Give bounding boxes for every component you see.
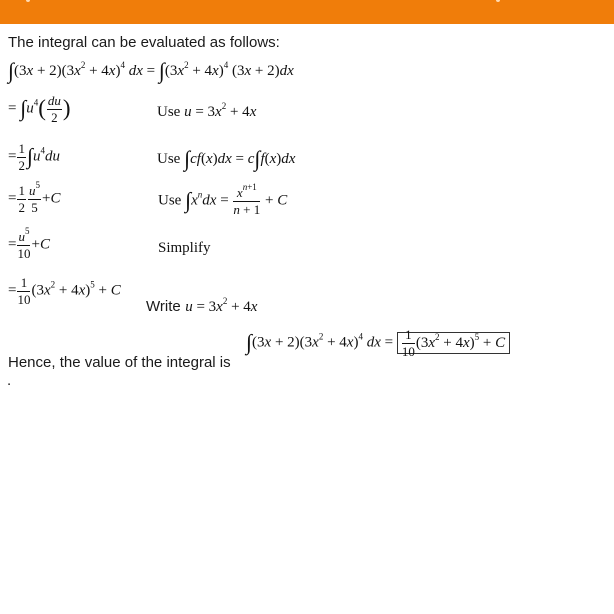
status-dot: [26, 0, 30, 2]
boxed-result: $\frac{1}{10}$ $(3x^2 + 4x)^5 + C$: [397, 332, 510, 354]
status-dot: [496, 0, 500, 2]
intro-text: The integral can be evaluated as follows:: [8, 34, 280, 51]
note-power-rule: Use $\int x^ndx$ = $\frac{x^{n+1}}{n + 1}$ + C: [158, 182, 288, 217]
trailing-period: .: [7, 372, 12, 389]
step-substitute: = $\int u^4$( $\frac{du}{2}$ ): [8, 93, 71, 125]
write-label: Write: [146, 298, 181, 315]
substitution-formula: $u = 3x^2 + 4x$: [185, 296, 258, 315]
step-constant: = $\frac{1}{2}$ $\int u^4du$: [8, 141, 60, 173]
final-answer: $\int(3x + 2)(3x^2 + 4x)^4$ dx = $\frac{1}{10}$ $(3x^2 + 4x)^5 + C$: [246, 328, 510, 358]
substitution-note: [146, 298, 257, 316]
step-simplify: = $\frac{u^5}{10}$ +C: [8, 226, 50, 261]
top-app-bar: [0, 0, 614, 24]
step-back-substitute: = $\frac{1}{10}$ $(3x^2 + 4x)^5 + C$: [8, 275, 121, 307]
conclusion-text: Hence, the value of the integral is: [8, 354, 231, 371]
note-constant-rule: Use ∫cf(x)dx = c∫f(x)dx: [157, 146, 296, 171]
equation-integral: $\int(3x + 2)(3x^2 + 4x)^4$ dx = $\int(3x^2 + 4x)^4$ (3x + 2)dx: [8, 58, 294, 83]
note-use-u: Use $u = 3x^2 + 4x$: [157, 101, 257, 120]
step-power-rule: = $\frac{1}{2}$ $\frac{u^5}{5}$ +C: [8, 180, 61, 215]
note-simplify: Simplify: [158, 240, 211, 256]
